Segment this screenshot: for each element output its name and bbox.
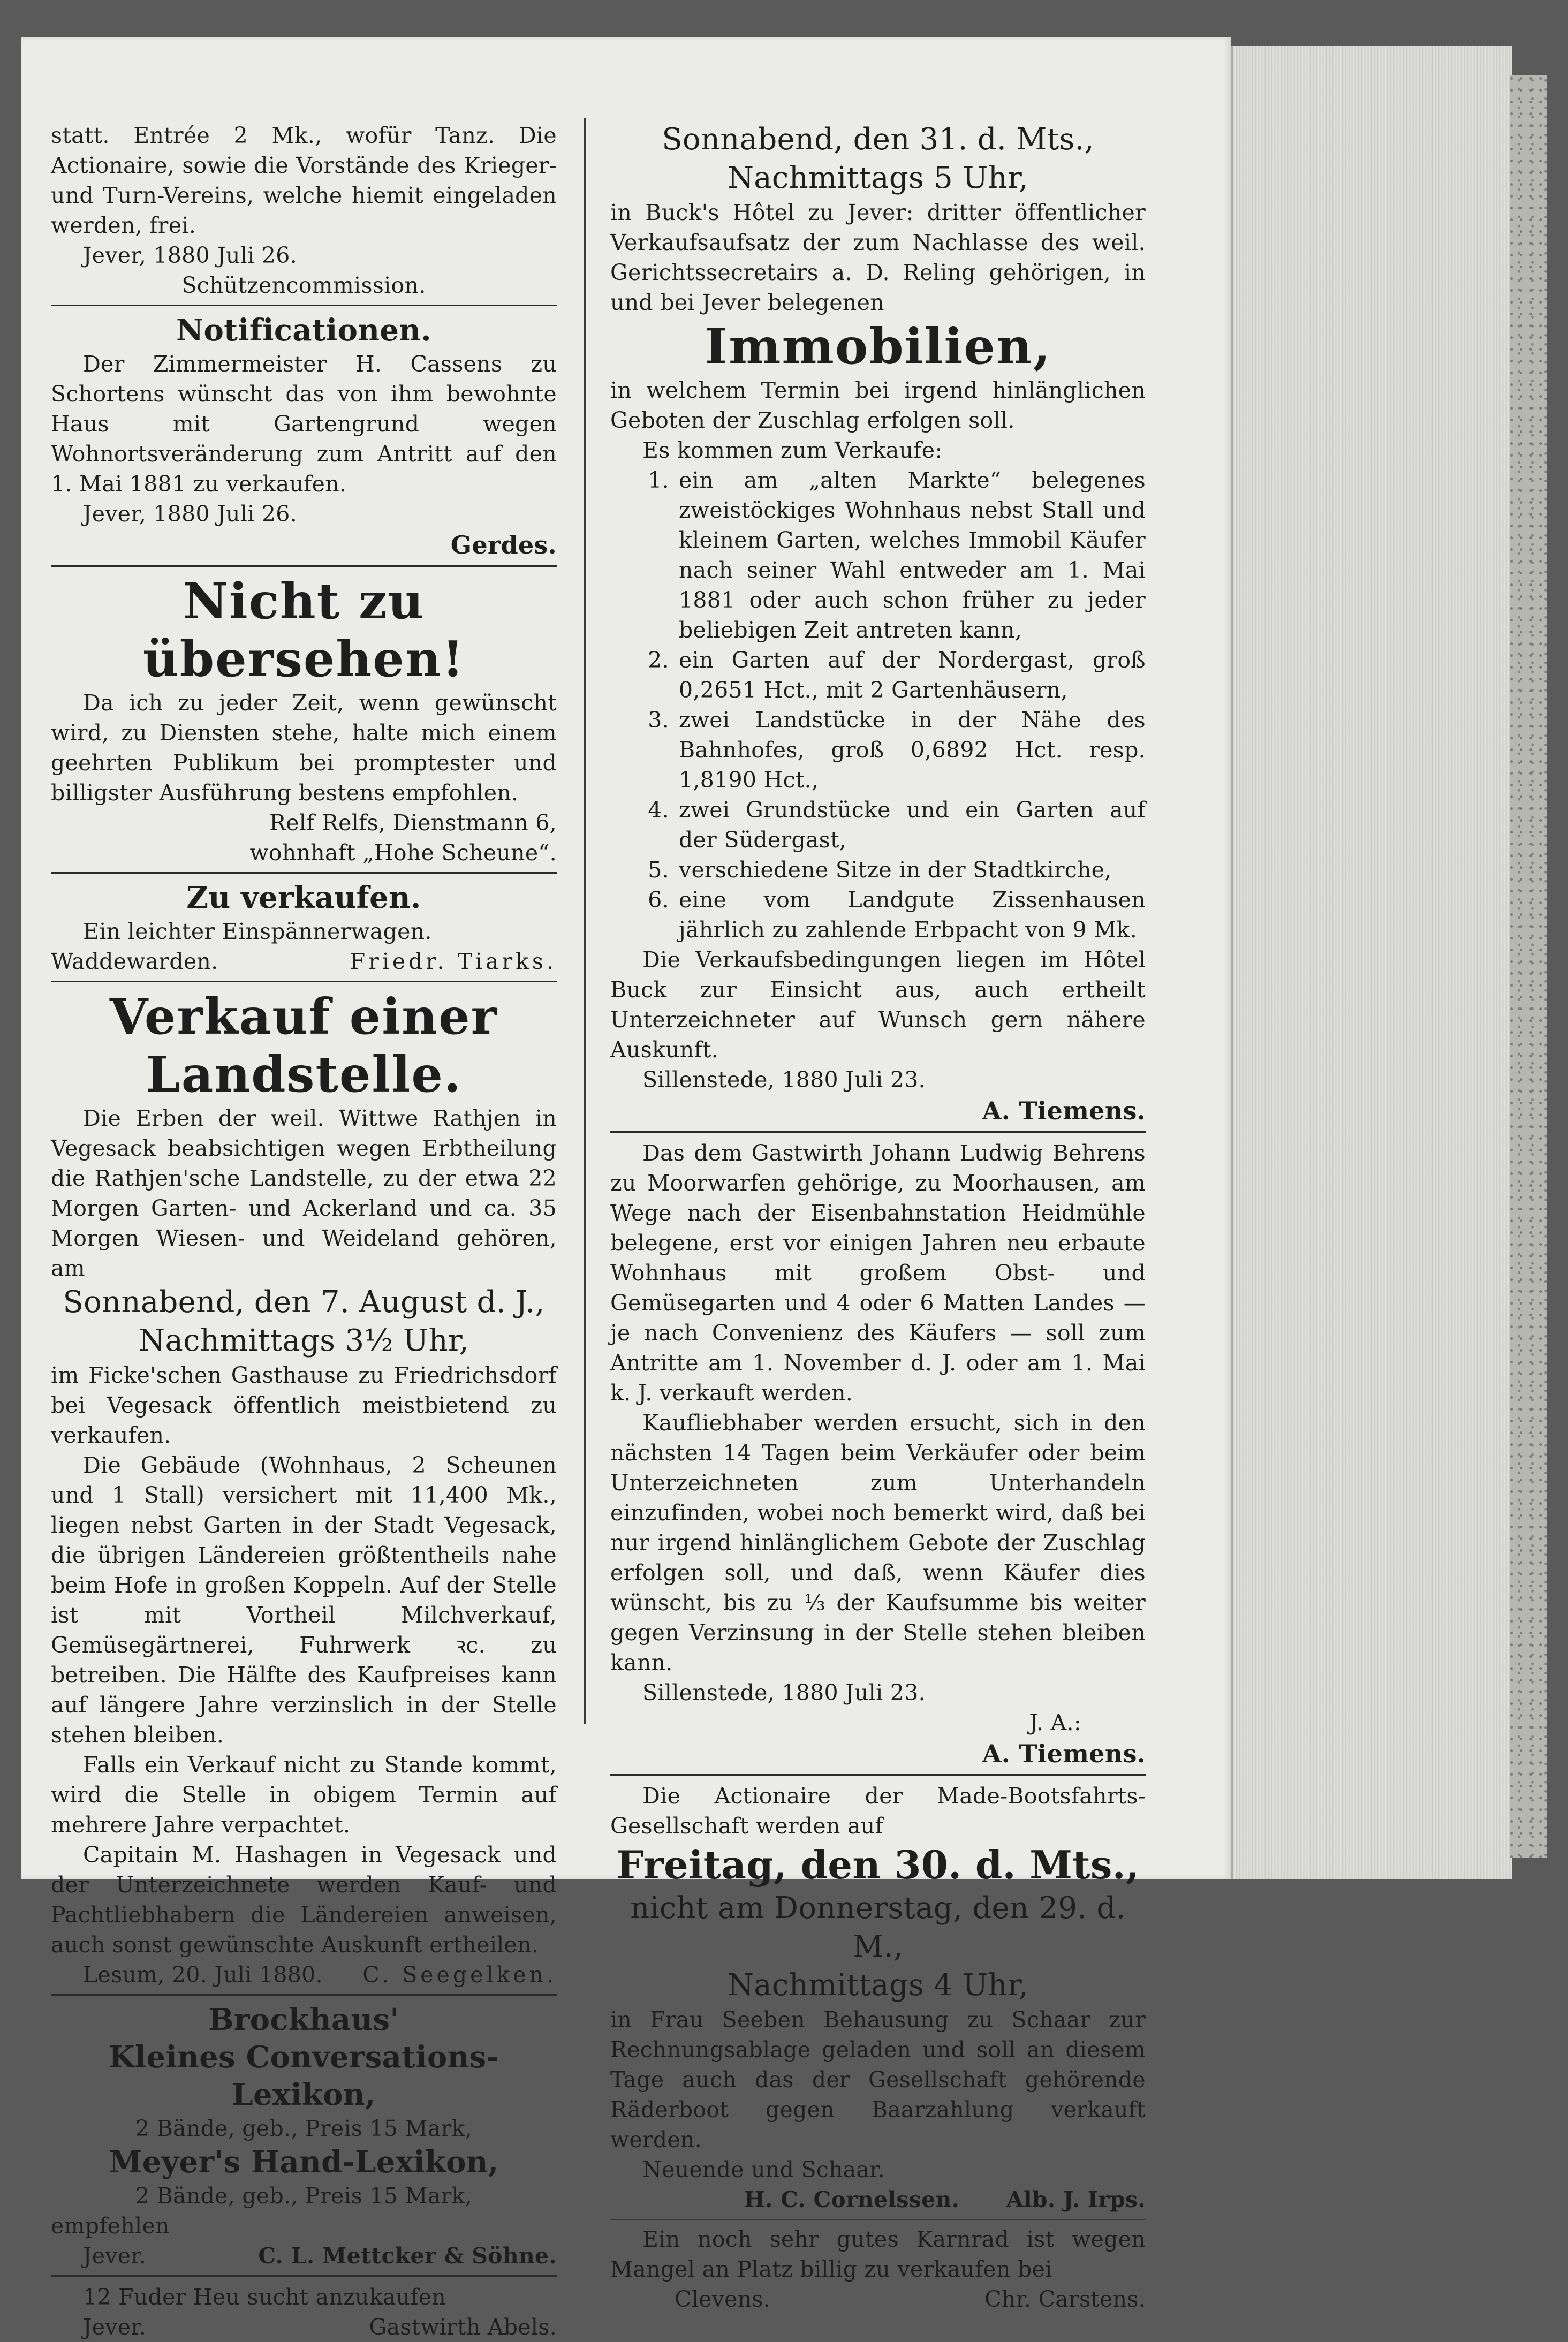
zu-verkaufen-text: Ein leichter Einspännerwagen. (83, 919, 432, 944)
brockhaus-place: Jever. (83, 2243, 147, 2269)
separator (51, 872, 557, 874)
behrens-ia: J. A.: (1029, 1710, 1081, 1735)
separator (51, 305, 557, 306)
sale-text-1: in Buck's Hôtel zu Jever: dritter öffentlicher Verkaufsaufsatz der zum Nachlasse des weil. Gerichtssecretairs a. D. Reling gehörigen, in und bei Jever belegenen (610, 200, 1146, 315)
verkauf-signature: C. Seegelken. (362, 1962, 557, 1988)
notifications-date: Jever, 1880 Juli 26. (83, 501, 297, 527)
bootsfahrt-text-2: in Frau Seeben Behausung zu Schaar zur Rechnungsablage geladen und soll an diesem Tage auch das der Gesellschaft gehörende Räderboot gegen Baarzahlung verkauft werden. (610, 2007, 1146, 2152)
sale-text-4: Die Verkaufsbedingungen liegen im Hôtel Buck zur Einsicht aus, auch ertheilt Unterzeichneter auf Wunsch gern nähere Auskunft. (610, 947, 1146, 1063)
zu-verkaufen-footer (51, 946, 557, 976)
sale-day: Sonnabend, den 31. d. Mts., (662, 122, 1094, 157)
list-item: 6. eine vom Landgute Zissenhausen jährlich zu zahlende Erbpacht von 9 Mk. (648, 887, 1146, 943)
behrens-signature: A. Tiemens. (982, 1739, 1146, 1768)
bootsfahrt-signature-2: Alb. J. Irps. (1006, 2187, 1146, 2212)
list-item: 4. zwei Grundstücke und ein Garten auf der Südergast, (648, 797, 1146, 853)
verkauf-text-1: Die Erben der weil. Wittwe Rathjen in Vegesack beabsichtigen wegen Erbtheilung die Rathjen'sche Landstelle, zu der etwa 22 Morgen Garten- und Ackerland und ca. 35 Morgen Wiesen- und Weideland gehören, am (51, 1105, 557, 1281)
intro-signature: Schützencommission. (181, 272, 426, 298)
zu-verkaufen-heading: Zu verkaufen. (186, 880, 421, 915)
karnrad-signature: Chr. Carstens. (984, 2286, 1146, 2312)
bootsfahrt-time: Nachmittags 4 Uhr, (727, 1968, 1029, 2003)
heu-footer (51, 2312, 557, 2342)
verkauf-footer (51, 1960, 557, 1990)
immobilien-heading: Immobilien, (705, 317, 1051, 375)
separator (51, 981, 557, 982)
behrens-text-1: Das dem Gastwirth Johann Ludwig Behrens zu Moorwarfen gehörige, zu Moorhausen, am Wege nach der Eisenbahnstation Heidmühle belegene, erst vor einigen Jahren neu erbaute Wohnhaus mit großem Obst- und Gemüsegarten und 4 oder 6 Matten Landes — je nach Convenienz des Käufers — soll zum Antritte am 1. November d. J. oder am 1. Mai k. J. verkauft werden. (610, 1140, 1146, 1406)
verkauf-text-5: Capitain M. Hashagen in Vegesack und der Unterzeichnete werden Kauf- und Pachtliebhabern die Ländereien anweisen, auch sonst gewünschte Auskunft ertheilen. (51, 1842, 557, 1958)
verkauf-heading: Verkauf einer Landstelle. (109, 988, 498, 1103)
verkauf-day: Sonnabend, den 7. August d. J., (63, 1285, 545, 1320)
left-column (51, 120, 557, 2342)
behrens-text-2: Kaufliebhaber werden ersucht, sich in den nächsten 14 Tagen beim Verkäufer oder beim Unterzeichneten zum Unterhandeln einzufinden, wobei noch bemerkt wird, daß bei nur irgend hinlänglichem Gebote der Zuschlag erfolgen soll, und daß, wenn Käufer dies wünscht, bis zu ⅓ der Kaufsumme bis weiter gegen Verzinsung in der Stelle stehen bleiben kann. (610, 1410, 1146, 1676)
book-page-edges (1231, 46, 1512, 1879)
list-item: 1. ein am „alten Markte“ belegenes zweistöckiges Wohnhaus nebst Stall und kleinem Garten, welches Immobil Käufer nach seiner Wahl entweder am 1. Mai 1881 oder auch schon früher zu jeder beliebigen Zeit antreten kann, (648, 467, 1146, 643)
nicht-heading: Nicht zu übersehen! (142, 572, 465, 688)
behrens-date: Sillenstede, 1880 Juli 23. (642, 1680, 926, 1706)
sale-items-list (610, 465, 1146, 945)
meyer-title: Meyer's Hand-Lexikon, (109, 2144, 499, 2180)
separator (610, 1131, 1146, 1133)
bootsfahrt-signatures (610, 2185, 1146, 2215)
notifications-heading: Notificationen. (176, 313, 431, 348)
notifications-text: Der Zimmermeister H. Cassens zu Schortens wünscht das von ihm bewohnte Haus mit Gartengrund wegen Wohnortsveränderung zum Antritt auf den 1. Mai 1881 zu verkaufen. (51, 351, 557, 497)
nicht-signature-2: wohnhaft „Hohe Scheune“. (249, 840, 557, 866)
sale-time: Nachmittags 5 Uhr, (727, 161, 1029, 195)
brockhaus-price: 2 Bände, geb., Preis 15 Mark, (135, 2116, 472, 2141)
karnrad-place: Clevens. (675, 2286, 771, 2312)
intro-date: Jever, 1880 Juli 26. (83, 242, 297, 268)
list-item: 2. ein Garten auf der Nordergast, groß 0,2651 Hct., mit 2 Gartenhäusern, (648, 647, 1146, 703)
bootsfahrt-signature-1: H. C. Cornelssen. (744, 2187, 960, 2212)
nicht-signature-1: Relf Relfs, Dienstmann 6, (269, 810, 557, 836)
karnrad-footer (610, 2284, 1146, 2314)
nicht-text: Da ich zu jeder Zeit, wenn gewünscht wird, zu Diensten stehe, halte mich einem geehrten Publikum bei promptester und billigster Ausführung bestens empfohlen. (51, 690, 557, 806)
separator (610, 1774, 1146, 1776)
separator (51, 2275, 557, 2277)
brockhaus-signature: C. L. Mettcker & Söhne. (258, 2243, 557, 2269)
verkauf-text-4: Falls ein Verkauf nicht zu Stande kommt, wird die Stelle in obigem Termin auf mehrere Jahre verpachtet. (51, 1752, 557, 1838)
brockhaus-title: Kleines Conversations-Lexikon, (109, 2040, 499, 2112)
separator (610, 2219, 1146, 2220)
list-item: 3. zwei Landstücke in der Nähe des Bahnhofes, groß 0,6892 Hct. resp. 1,8190 Hct., (648, 707, 1146, 793)
verkauf-text-3: Die Gebäude (Wohnhaus, 2 Scheunen und 1 Stall) versichert mit 11,400 Mk., liegen nebst Garten in der Stadt Vegesack, die übrigen Ländereien größtentheils nahe beim Hofe in großen Koppeln. Auf der Stelle ist mit Vortheil Milchverkauf, Gemüsegärtnerei, Fuhrwerk ꝛc. zu betreiben. Die Hälfte des Kaufpreises kann auf längere Jahre verzinslich in der Stelle stehen bleiben. (51, 1452, 557, 1748)
zu-verkaufen-place: Waddewarden. (51, 949, 218, 974)
brockhaus-footer (51, 2241, 557, 2271)
verkauf-date: Lesum, 20. Juli 1880. (83, 1962, 323, 1988)
bootsfahrt-text-1: Die Actionaire der Made-Bootsfahrts-Gesellschaft werden auf (610, 1783, 1146, 1839)
book-cover-edge (1510, 75, 1547, 1858)
sale-signature-1: A. Tiemens. (982, 1096, 1146, 1125)
list-item: 5. verschiedene Sitze in der Stadtkirche, (648, 857, 1112, 883)
heu-place: Jever. (83, 2314, 147, 2340)
meyer-price: 2 Bände, geb., Preis 15 Mark, (135, 2183, 472, 2209)
intro-text: statt. Entrée 2 Mk., wofür Tanz. Die Actionaire, sowie die Vorstände des Krieger- und Turn-Vereins, welche hiemit eingeladen werden, frei. (51, 123, 557, 238)
heu-signature: Gastwirth Abels. (369, 2314, 557, 2340)
sale-text-2: in welchem Termin bei irgend hinlänglichen Geboten der Zuschlag erfolgen soll. (610, 377, 1146, 433)
empfehlen-text: empfehlen (51, 2213, 170, 2239)
verkauf-time: Nachmittags 3½ Uhr, (139, 1323, 469, 1358)
separator (51, 565, 557, 567)
brockhaus-heading: Brockhaus' (208, 2002, 399, 2037)
heu-text: 12 Fuder Heu sucht anzukaufen (83, 2284, 446, 2310)
right-column (610, 120, 1146, 2314)
sale-text-3: Es kommen zum Verkaufe: (642, 437, 943, 463)
freitag-heading: Freitag, den 30. d. Mts., (616, 1842, 1140, 1888)
separator (51, 1994, 557, 1996)
column-divider (584, 118, 586, 1724)
notifications-signature: Gerdes. (450, 530, 557, 559)
bootsfahrt-place: Neuende und Schaar. (642, 2157, 885, 2182)
nicht-donnerstag: nicht am Donnerstag, den 29. d. M., (630, 1891, 1126, 1964)
sale-date-1: Sillenstede, 1880 Juli 23. (642, 1067, 926, 1093)
zu-verkaufen-signature: Friedr. Tiarks. (350, 949, 557, 974)
karnrad-text: Ein noch sehr gutes Karnrad ist wegen Mangel an Platz billig zu verkaufen bei (610, 2226, 1146, 2282)
verkauf-text-2: im Ficke'schen Gasthause zu Friedrichsdorf bei Vegesack öffentlich meistbietend zu verkaufen. (51, 1362, 557, 1448)
